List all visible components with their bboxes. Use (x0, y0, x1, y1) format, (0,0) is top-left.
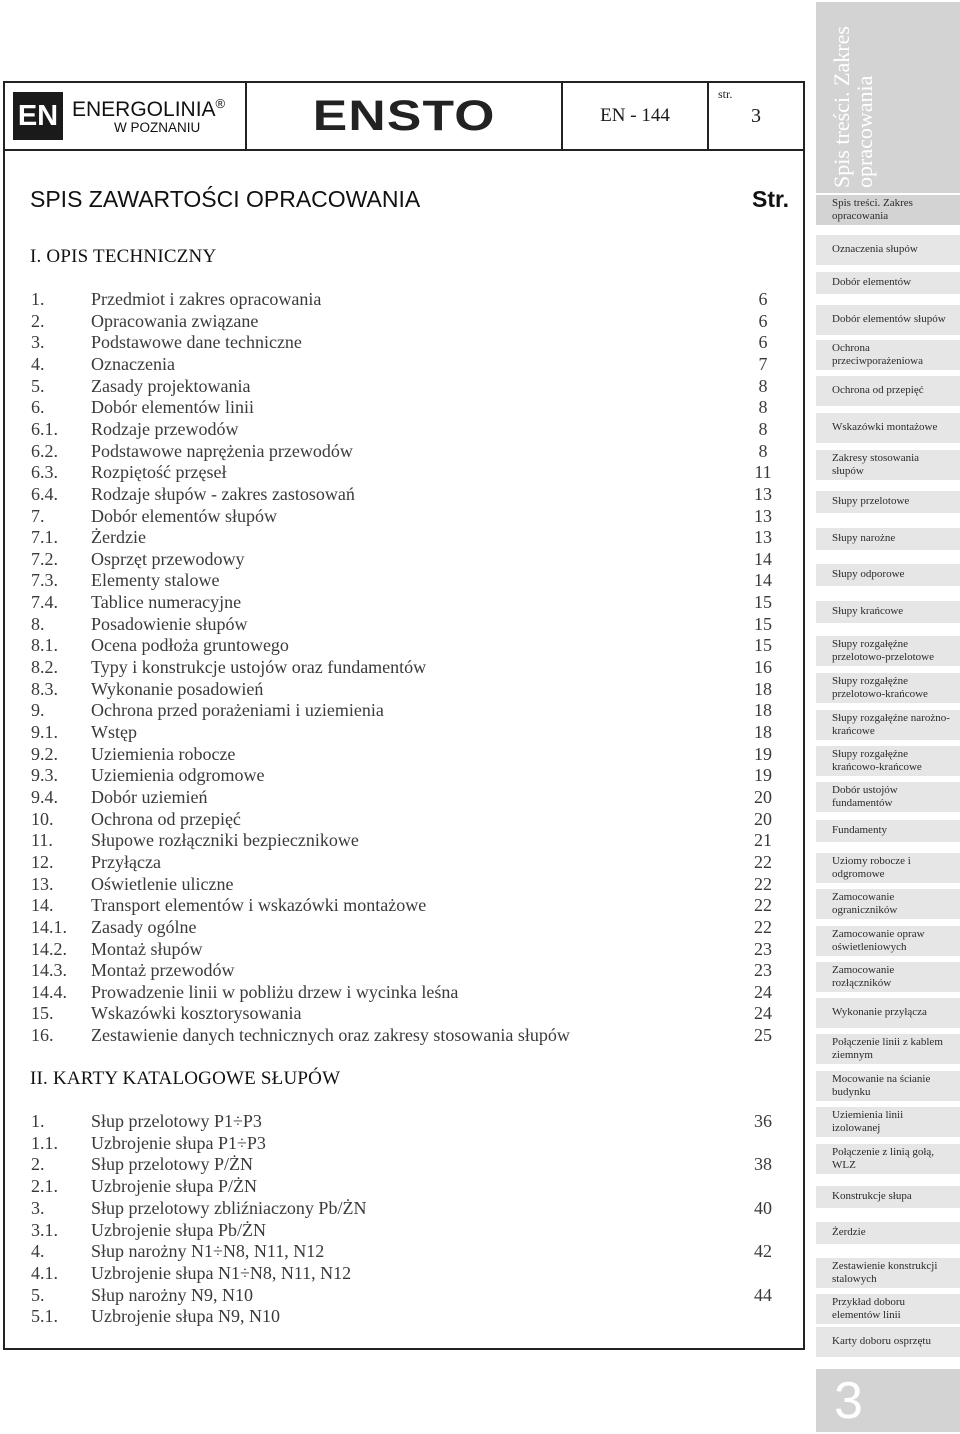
toc-page: 7 (758, 353, 768, 374)
toc-title: Uzbrojenie słupa N1÷N8, N11, N12 (91, 1262, 352, 1283)
toc-page: 24 (754, 981, 772, 1002)
toc-row (0, 960, 800, 982)
toc-row (0, 1285, 800, 1307)
toc-row (0, 289, 800, 311)
toc-row (0, 1306, 800, 1328)
toc-page: 13 (754, 505, 772, 526)
chapter-tab[interactable]: Połączenie linii z kablem ziemnym (816, 1034, 960, 1064)
toc-number: 5. (31, 1284, 45, 1305)
toc-title: Żerdzie (91, 527, 146, 548)
toc-title: Słup przelotowy zbliźniaczony Pb/ŻN (91, 1197, 367, 1218)
toc-page: 18 (754, 722, 772, 742)
toc-row (0, 1111, 800, 1133)
toc-title: Uzbrojenie słupa N9, N10 (91, 1306, 280, 1327)
toc-number: 5. (31, 375, 45, 396)
toc-number: 7.1. (31, 527, 58, 548)
en-logo-mark: EN (13, 92, 63, 140)
chapter-tab[interactable]: Dobór ustojów fundamentów (816, 782, 960, 812)
toc-number: 14.1. (31, 916, 67, 937)
chapter-tab[interactable]: Dobór elementów słupów (816, 305, 960, 335)
toc-row (0, 592, 800, 614)
toc-page: 18 (754, 700, 772, 721)
toc-number: 7.4. (31, 592, 58, 613)
toc-title: Dobór elementów linii (91, 397, 254, 418)
toc-number: 6.3. (31, 462, 58, 483)
toc-row (0, 484, 800, 506)
company-city: W POZNANIU (114, 119, 201, 135)
toc-number: 6.4. (31, 483, 58, 504)
chapter-tab[interactable]: Słupy rozgałęźne narożno-krańcowe (816, 710, 960, 740)
toc-page: 23 (754, 938, 772, 959)
toc-row (0, 1241, 800, 1263)
toc-title: Elementy stalowe (91, 570, 220, 591)
toc-title: Typy i konstrukcje ustojów oraz fundamentów (91, 657, 427, 678)
toc-number: 4. (31, 1241, 45, 1262)
chapter-tab[interactable]: Ochrona przeciwporażeniowa (816, 340, 960, 370)
toc-row (0, 1176, 800, 1198)
chapter-tab-bar (816, 2, 960, 1432)
chapter-tab[interactable]: Słupy rozgałęźne przelotowo-przelotowe (816, 636, 960, 666)
toc-row (0, 679, 800, 701)
toc-page: 15 (754, 635, 772, 656)
toc-title: Rodzaje przewodów (91, 418, 239, 439)
toc-number: 14.3. (31, 960, 67, 981)
toc-number: 14.4. (31, 981, 67, 1002)
toc-title: Prowadzenie linii w pobliżu drzew i wycinka leśna (91, 981, 459, 1002)
toc-page: 15 (754, 592, 772, 613)
toc-number: 6. (31, 397, 45, 418)
toc-title: Oznaczenia (91, 353, 175, 374)
toc-page: 14 (754, 548, 772, 569)
toc-number: 2. (31, 310, 45, 331)
toc-title: Rodzaje słupów - zakres zastosowań (91, 483, 355, 504)
toc-title: Wstęp (91, 722, 137, 742)
toc-title: Transport elementów i wskazówki montażowe (91, 895, 427, 916)
toc-number: 9.4. (31, 786, 58, 807)
toc-row (0, 614, 800, 636)
toc-title: Zasady projektowania (91, 375, 251, 396)
toc-page: 20 (754, 808, 772, 829)
toc-title: Podstawowe dane techniczne (91, 332, 302, 353)
toc-row (0, 722, 800, 744)
toc-title: Dobór elementów słupów (91, 505, 277, 526)
chapter-tab[interactable]: Połączenie z linią gołą, WLZ (816, 1144, 960, 1174)
toc-row (0, 441, 800, 463)
toc-page: 19 (754, 765, 772, 786)
toc-page: 6 (758, 310, 768, 331)
toc-title: Przedmiot i zakres opracowania (91, 289, 322, 309)
toc-page: 13 (754, 527, 772, 548)
chapter-tab[interactable]: Mocowanie na ścianie budynku (816, 1071, 960, 1101)
toc-page: 15 (754, 613, 772, 634)
toc-number: 14. (31, 895, 54, 916)
toc-page: 8 (758, 375, 768, 396)
toc-row (0, 982, 800, 1004)
toc-title: Słup przelotowy P1÷P3 (91, 1111, 262, 1131)
toc-number: 15. (31, 1003, 54, 1024)
page-title: SPIS ZAWARTOŚCI OPRACOWANIA (30, 186, 421, 212)
chapter-tab[interactable]: Słupy krańcowe (816, 601, 960, 623)
chapter-tab[interactable]: Przykład doboru elementów linii (816, 1294, 960, 1324)
section-title-technical: I. OPIS TECHNICZNY (30, 246, 217, 267)
toc-number: 3. (31, 1197, 45, 1218)
toc-page: 38 (754, 1154, 772, 1175)
toc-page: 19 (754, 743, 772, 764)
chapter-tab[interactable]: Wykonanie przyłącza (816, 998, 960, 1028)
toc-title: Ochrona od przepięć (91, 808, 241, 829)
toc-title: Uziemienia odgromowe (91, 765, 265, 786)
toc-title: Słup narożny N9, N10 (91, 1284, 253, 1305)
toc-number: 1. (31, 1111, 45, 1131)
chapter-tab[interactable]: Konstrukcje słupa (816, 1186, 960, 1208)
toc-row (0, 570, 800, 592)
toc-page: 22 (754, 851, 772, 872)
toc-page: 22 (754, 895, 772, 916)
toc-number: 8. (31, 613, 45, 634)
toc-row (0, 657, 800, 679)
toc-page: 42 (754, 1241, 772, 1262)
toc-page: 8 (758, 418, 768, 439)
toc-number: 8.3. (31, 678, 58, 699)
toc-page: 13 (754, 483, 772, 504)
toc-number: 8.1. (31, 635, 58, 656)
chapter-tab[interactable]: Zamocowanie opraw oświetleniowych (816, 926, 960, 956)
toc-number: 9.3. (31, 765, 58, 786)
toc-row (0, 311, 800, 333)
toc-title: Rozpiętość przęseł (91, 462, 227, 483)
page-number: 3 (751, 105, 761, 127)
chapter-tab[interactable]: Słupy odporowe (816, 564, 960, 586)
toc-page: 44 (754, 1284, 772, 1305)
toc-page: 36 (754, 1111, 772, 1131)
company-name: ENERGOLINIA (72, 97, 216, 121)
sidebar-page-number-block (816, 1369, 960, 1432)
toc-title: Osprzęt przewodowy (91, 548, 245, 569)
toc-number: 7.3. (31, 570, 58, 591)
page-column-header: Str. (752, 186, 790, 212)
toc-page: 6 (758, 332, 768, 353)
page-number-cell (709, 83, 803, 149)
toc-number: 6.2. (31, 440, 58, 461)
toc-number: 3.1. (31, 1219, 58, 1240)
toc-row (0, 635, 800, 657)
toc-page: 6 (758, 289, 768, 309)
chapter-tab[interactable]: Zamocowanie ograniczników (816, 889, 960, 919)
toc-row (0, 527, 800, 549)
toc-row (0, 506, 800, 528)
toc-row (0, 700, 800, 722)
toc-number: 9.2. (31, 743, 58, 764)
toc-title: Posadowienie słupów (91, 613, 248, 634)
toc-row (0, 830, 800, 852)
toc-title: Opracowania związane (91, 310, 259, 331)
toc-title: Oświetlenie uliczne (91, 873, 234, 894)
toc-title: Zasady ogólne (91, 916, 197, 937)
toc-page: 11 (754, 462, 772, 483)
toc-number: 14.2. (31, 938, 67, 959)
chapter-tab[interactable]: Zakresy stosowania słupów (816, 450, 960, 480)
toc-title: Wykonanie posadowień (91, 678, 264, 699)
toc-page: 23 (754, 960, 772, 981)
toc-number: 4. (31, 353, 45, 374)
toc-page: 21 (754, 830, 772, 851)
toc-number: 1.1. (31, 1132, 58, 1153)
toc-title: Podstawowe naprężenia przewodów (91, 440, 353, 461)
toc-title: Zestawienie danych technicznych oraz zakresy stosowania słupów (91, 1025, 570, 1046)
toc-title: Uziemienia robocze (91, 743, 236, 764)
registered-mark: ® (215, 95, 226, 111)
energolinia-logo (5, 83, 247, 149)
toc-number: 4.1. (31, 1262, 58, 1283)
toc-page: 16 (754, 657, 772, 678)
toc-number: 1. (31, 289, 45, 309)
ensto-logo (247, 83, 563, 149)
chapter-tab[interactable]: Karty doboru osprzętu (816, 1327, 960, 1357)
toc-title: Słup narożny N1÷N8, N11, N12 (91, 1241, 325, 1262)
toc-row (0, 1003, 800, 1025)
toc-page: 24 (754, 1003, 772, 1024)
toc-row (0, 852, 800, 874)
chapter-tab[interactable]: Dobór elementów (816, 272, 960, 294)
toc-page: 25 (754, 1025, 772, 1046)
toc-title: Wskazówki kosztorysowania (91, 1003, 302, 1024)
toc-row (0, 744, 800, 766)
chapter-tab[interactable]: Słupy przelotowe (816, 491, 960, 513)
toc-row (0, 1263, 800, 1285)
toc-page: 14 (754, 570, 772, 591)
toc-number: 7.2. (31, 548, 58, 569)
toc-title: Słup przelotowy P/ŻN (91, 1154, 253, 1175)
chapter-tab[interactable]: Ochrona od przepięć (816, 376, 960, 406)
toc-number: 8.2. (31, 657, 58, 678)
chapter-tab[interactable]: Oznaczenia słupów (816, 235, 960, 265)
toc-title: Ochrona przed porażeniami i uziemienia (91, 700, 384, 721)
chapter-tab[interactable]: Żerdzie (816, 1222, 960, 1244)
toc-page: 8 (758, 440, 768, 461)
toc-title: Montaż słupów (91, 938, 203, 959)
toc-number: 16. (31, 1025, 54, 1046)
toc-row (0, 809, 800, 831)
chapter-tab[interactable]: Fundamenty (816, 820, 960, 842)
toc-row (0, 787, 800, 809)
toc-number: 3. (31, 332, 45, 353)
chapter-tab[interactable]: Spis treści. Zakres opracowania (816, 195, 960, 225)
toc-row (0, 939, 800, 961)
toc-number: 5.1. (31, 1306, 58, 1327)
toc-row (0, 397, 800, 419)
chapter-tab[interactable]: Słupy rozgałęźne przelotowo-krańcowe (816, 673, 960, 703)
document-header (3, 81, 805, 151)
toc-number: 9. (31, 700, 45, 721)
toc-page: 8 (758, 397, 768, 418)
toc-title: Uzbrojenie słupa Pb/ŻN (91, 1219, 266, 1240)
chapter-tab[interactable]: Zestawienie konstrukcji stalowych (816, 1258, 960, 1288)
toc-number: 2.1. (31, 1176, 58, 1197)
toc-row (0, 354, 800, 376)
toc-page: 40 (754, 1197, 772, 1218)
chapter-header-block (816, 2, 960, 193)
toc-number: 13. (31, 873, 54, 894)
section-title-catalog: II. KARTY KATALOGOWE SŁUPÓW (30, 1068, 341, 1089)
document-code: EN - 144 (563, 83, 709, 149)
chapter-tab[interactable]: Słupy narożne (816, 528, 960, 550)
toc-number: 10. (31, 808, 54, 829)
sidebar-page-number: 3 (834, 1372, 863, 1430)
toc-row (0, 874, 800, 896)
toc-page: 20 (754, 786, 772, 807)
toc-page: 18 (754, 678, 772, 699)
toc-row (0, 1198, 800, 1220)
toc-number: 6.1. (31, 418, 58, 439)
page-label: str. (718, 87, 733, 101)
chapter-tab[interactable]: Zamocowanie rozłączników (816, 962, 960, 992)
toc-number: 12. (31, 851, 54, 872)
toc-number: 9.1. (31, 722, 58, 742)
toc-title: Uzbrojenie słupa P/ŻN (91, 1176, 257, 1197)
toc-page: 22 (754, 916, 772, 937)
toc-row (0, 1220, 800, 1242)
toc-row (0, 895, 800, 917)
chapter-tab[interactable]: Wskazówki montażowe (816, 413, 960, 443)
toc-row (0, 376, 800, 398)
toc-row (0, 917, 800, 939)
toc-title: Ocena podłoża gruntowego (91, 635, 289, 656)
toc-title: Przyłącza (91, 851, 161, 872)
chapter-vertical-title: Spis treści. Zakres opracowania (829, 26, 878, 188)
toc-row (0, 1025, 800, 1047)
toc-number: 2. (31, 1154, 45, 1175)
toc-page: 22 (754, 873, 772, 894)
chapter-tab[interactable]: Uziemienia linii izolowanej (816, 1107, 960, 1137)
toc-number: 7. (31, 505, 45, 526)
ensto-wordmark: ENSTO (312, 91, 496, 140)
toc-title: Słupowe rozłączniki bezpiecznikowe (91, 830, 359, 851)
toc-title: Tablice numeracyjne (91, 592, 242, 613)
toc-title: Uzbrojenie słupa P1÷P3 (91, 1132, 266, 1153)
toc-title: Dobór uziemień (91, 786, 208, 807)
chapter-tab[interactable]: Słupy rozgałęźne krańcowo-krańcowe (816, 746, 960, 776)
toc-row (0, 549, 800, 571)
chapter-tab[interactable]: Uziomy robocze i odgromowe (816, 853, 960, 883)
toc-row (0, 419, 800, 441)
toc-row (0, 462, 800, 484)
toc-row (0, 1133, 800, 1155)
toc-row (0, 1154, 800, 1176)
toc-number: 11. (31, 830, 53, 851)
toc-title: Montaż przewodów (91, 960, 235, 981)
toc-row (0, 332, 800, 354)
toc-row (0, 765, 800, 787)
